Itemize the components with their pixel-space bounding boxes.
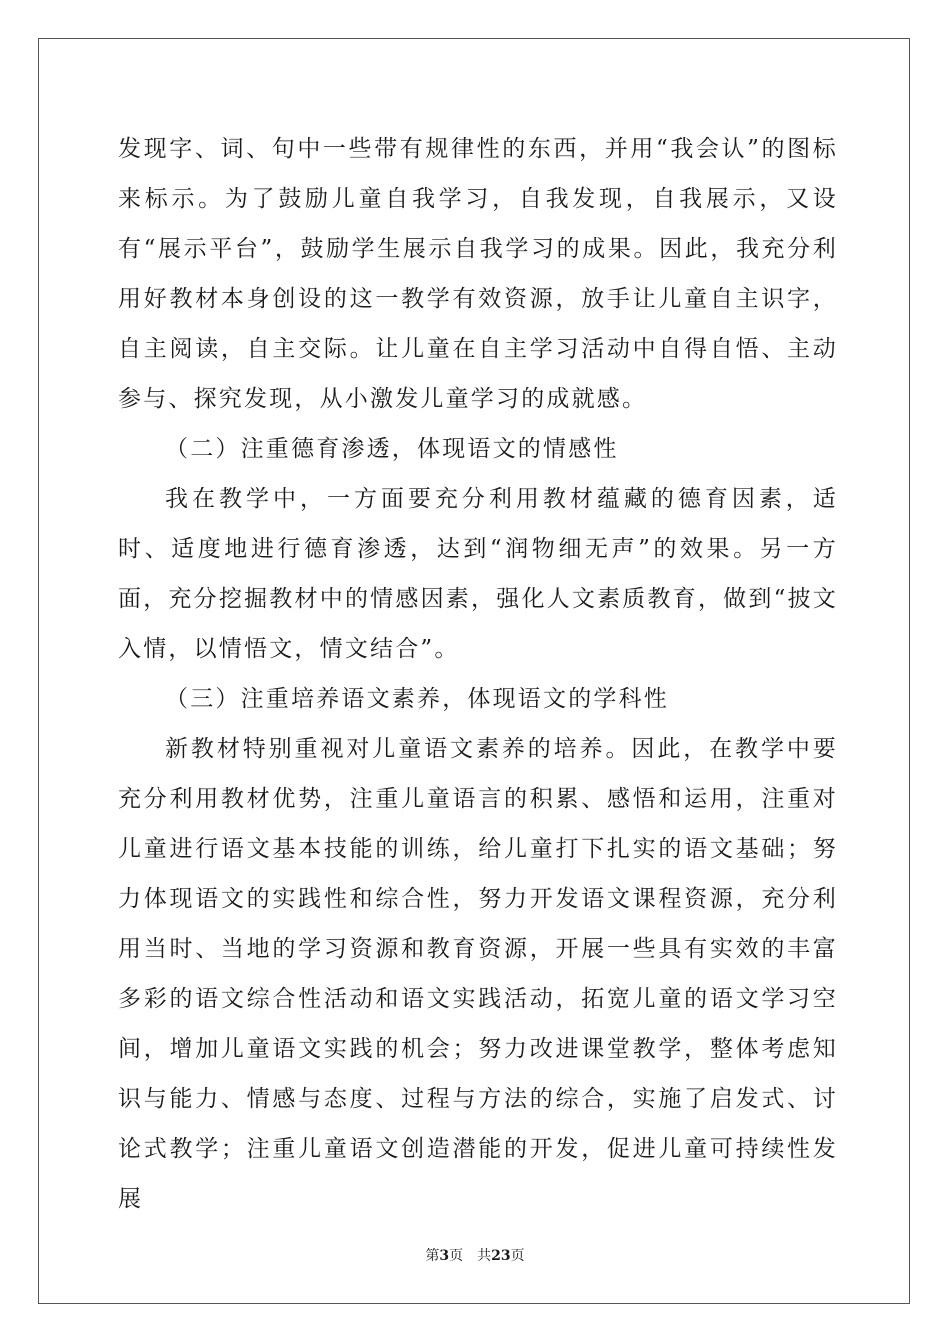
page-footer	[0, 1246, 950, 1266]
current-page-number: 3	[439, 1248, 450, 1264]
page-suffix: 页	[449, 1248, 464, 1264]
section-heading-3: （三）注重培养语文素养，体现语文的学科性	[165, 686, 669, 712]
total-suffix: 页	[510, 1248, 525, 1264]
document-body	[118, 124, 838, 1224]
paragraph-intro-continued: 发现字、词、句中一些带有规律性的东西，并用“我会认”的图标来标示。为了鼓励儿童自我学习，自我发现，自我展示，又设有“展示平台”，鼓励学生展示自我学习的成果。因此，我充分利用好教材本身创设的这一教学有效资源，放手让儿童自主识字，自主阅读，自主交际。让儿童在自主学习活动中自得自悟、主动参与、探究发现，从小激发儿童学习的成就感。	[118, 136, 838, 412]
total-page-count: 23	[491, 1248, 511, 1264]
section-heading-2: （二）注重德育渗透，体现语文的情感性	[165, 436, 619, 462]
total-prefix: 共	[477, 1248, 492, 1264]
paragraph-literacy: 新教材特别重视对儿童语文素养的培养。因此，在教学中要充分利用教材优势，注重儿童语言的积累、感悟和运用，注重对儿童进行语文基本技能的训练，给儿童打下扎实的语文基础；努力体现语文的实践性和综合性，努力开发语文课程资源，充分利用当时、当地的学习资源和教育资源，开展一些具有实效的丰富多彩的语文综合性活动和语文实践活动，拓宽儿童的语文学习空间，增加儿童语文实践的机会；努力改进课堂教学，整体考虑知识与能力、情感与态度、过程与方法的综合，实施了启发式、讨论式教学；注重儿童语文创造潜能的开发，促进儿童可持续性发展	[118, 736, 838, 1212]
page-prefix: 第	[425, 1248, 440, 1264]
paragraph-moral-education: 我在教学中，一方面要充分利用教材蕴藏的德育因素，适时、适度地进行德育渗透，达到“润物细无声”的效果。另一方面，充分挖掘教材中的情感因素，强化人文素质教育，做到“披文入情，以情悟文，情文结合”。	[118, 486, 838, 662]
